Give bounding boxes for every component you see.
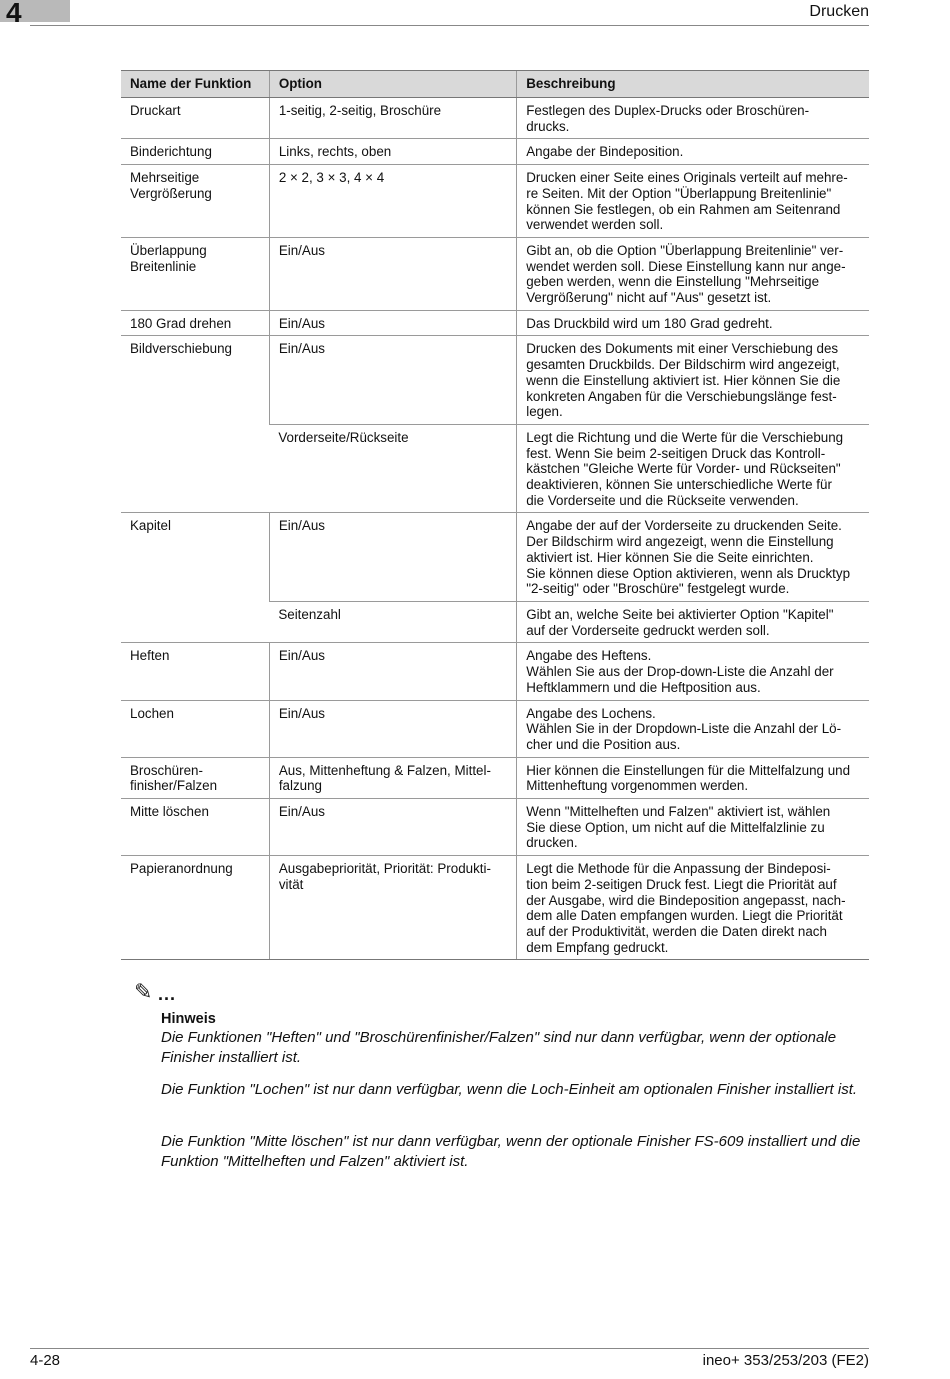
cell-function-name: Mitte löschen: [121, 799, 269, 856]
note-paragraph: Die Funktionen "Heften" und "Broschürenfinisher/Falzen" sind nur dann verfügbar, wenn der optionale Finisher installiert ist.: [161, 1029, 837, 1066]
cell-function-name: Überlappung Breitenlinie: [121, 237, 269, 310]
cell-option: Ausgabepriorität, Priorität: Produkti- vität: [269, 856, 516, 960]
table-body: [121, 98, 869, 960]
cell-option: Vorderseite/Rückseite: [269, 424, 516, 513]
cell-option: Seitenzahl: [269, 601, 516, 642]
column-header-description: Beschreibung: [517, 71, 869, 98]
column-header-option: Option: [269, 71, 516, 98]
table-row: [121, 799, 869, 856]
table-row: [121, 310, 869, 336]
table-row: [121, 513, 869, 602]
cell-description: Angabe des Heftens. Wählen Sie aus der Drop-down-Liste die Anzahl der Heftklammern und die Heftposition aus.: [517, 643, 869, 700]
function-table: [121, 70, 869, 960]
cell-function-name: Papieranordnung: [121, 856, 269, 960]
table-row: [121, 237, 869, 310]
cell-function-name: Broschüren- finisher/Falzen: [121, 757, 269, 798]
cell-function-name: Mehrseitige Vergrößerung: [121, 165, 269, 238]
note-paragraph: Die Funktion "Lochen" ist nur dann verfügbar, wenn die Loch-Einheit am optionalen Finisher installiert ist.: [161, 1081, 858, 1098]
cell-function-name: Binderichtung: [121, 139, 269, 165]
cell-option: Links, rechts, oben: [269, 139, 516, 165]
cell-description: Angabe des Lochens. Wählen Sie in der Dropdown-Liste die Anzahl der Lö- cher und die Position aus.: [517, 700, 869, 757]
column-header-name: Name der Funktion: [121, 71, 269, 98]
cell-description: Legt die Methode für die Anpassung der Bindeposi- tion beim 2-seitigen Druck fest. Liegt die Priorität auf der Ausgabe, wird die Bindeposition angepasst, nach- dem alle Daten empfangen wurden. Liegt die Priorität auf der Produktivität, werden die Daten direkt nach dem Empfang gedruckt.: [517, 856, 869, 960]
cell-description: Drucken des Dokuments mit einer Verschiebung des gesamten Druckbilds. Der Bildschirm wird angezeigt, wenn die Einstellung aktiviert ist. Hier können Sie die konkreten Angaben für die Verschiebungslänge fest- legen.: [517, 336, 869, 425]
cell-description: Hier können die Einstellungen für die Mittelfalzung und Mittenheftung vorgenommen werden.: [517, 757, 869, 798]
product-name: ineo+ 353/253/203 (FE2): [702, 1352, 869, 1369]
table-row: [121, 165, 869, 238]
page-number: 4-28: [30, 1352, 61, 1369]
cell-description: Legt die Richtung und die Werte für die Verschiebung fest. Wenn Sie beim 2-seitigen Druck das Kontroll- kästchen "Gleiche Werte für Vorder- und Rückseiten" deaktivieren, können Sie unterschiedliche Werte für die Vorderseite und die Rückseite verwenden.: [517, 424, 869, 513]
note-dots: ...: [158, 984, 177, 1004]
cell-description: Das Druckbild wird um 180 Grad gedreht.: [517, 310, 869, 336]
cell-description: Gibt an, ob die Option "Überlappung Breitenlinie" ver- wendet werden soll. Diese Einstellung kann nur ange- geben werden, wenn die Einstellung "Mehrseitige Vergrößerung" nicht auf "Aus" gesetzt ist.: [517, 237, 869, 310]
cell-description: Angabe der Bindeposition.: [517, 139, 869, 165]
cell-option: 1-seitig, 2-seitig, Broschüre: [269, 98, 516, 139]
note-title: Hinweis: [161, 1011, 216, 1027]
cell-option: Ein/Aus: [269, 237, 516, 310]
table-row: [121, 98, 869, 139]
cell-function-name: Heften: [121, 643, 269, 700]
cell-function-name: 180 Grad drehen: [121, 310, 269, 336]
table-header-row: [121, 71, 869, 98]
cell-function-name: Druckart: [121, 98, 269, 139]
cell-option: Aus, Mittenheftung & Falzen, Mittel- falzung: [269, 757, 516, 798]
cell-option: Ein/Aus: [269, 799, 516, 856]
cell-option: Ein/Aus: [269, 700, 516, 757]
cell-function-name: Kapitel: [121, 513, 269, 643]
cell-option: 2 × 2, 3 × 3, 4 × 4: [269, 165, 516, 238]
table-row: [121, 139, 869, 165]
table-row: [121, 757, 869, 798]
page-header-title: Drucken: [809, 3, 869, 20]
cell-option: Ein/Aus: [269, 336, 516, 425]
cell-description: Gibt an, welche Seite bei aktivierter Option "Kapitel" auf der Vorderseite gedruckt werden soll.: [517, 601, 869, 642]
cell-description: Wenn "Mittelheften und Falzen" aktiviert ist, wählen Sie diese Option, um nicht auf die Mittelfalzlinie zu drucken.: [517, 799, 869, 856]
note-paragraph: Die Funktion "Mitte löschen" ist nur dann verfügbar, wenn der optionale Finisher FS-609 installiert und die Funktion "Mittelheften und Falzen" aktiviert ist.: [161, 1133, 861, 1170]
table-row: [121, 856, 869, 960]
table-row: [121, 700, 869, 757]
header-divider: [30, 25, 869, 26]
cell-option: Ein/Aus: [269, 513, 516, 602]
pencil-icon: ✎: [134, 980, 153, 1005]
cell-description: Angabe der auf der Vorderseite zu druckenden Seite. Der Bildschirm wird angezeigt, wenn die Einstellung aktiviert ist. Hier können Sie die Seite einrichten. Sie können diese Option aktivieren, wenn als Drucktyp "2-seitig" oder "Broschüre" festgelegt wurde.: [517, 513, 869, 602]
chapter-tab: [0, 0, 70, 28]
chapter-number: 4: [6, 0, 22, 28]
cell-description: Festlegen des Duplex-Drucks oder Broschüren- drucks.: [517, 98, 869, 139]
footer-divider: [30, 1348, 869, 1349]
cell-function-name: Lochen: [121, 700, 269, 757]
table-row: [121, 643, 869, 700]
cell-description: Drucken einer Seite eines Originals verteilt auf mehre- re Seiten. Mit der Option "Überlappung Breitenlinie" können Sie festlegen, ob ein Rahmen am Seitenrand verwendet werden soll.: [517, 165, 869, 238]
cell-function-name: Bildverschiebung: [121, 336, 269, 513]
table-row: [121, 336, 869, 425]
cell-option: Ein/Aus: [269, 310, 516, 336]
cell-option: Ein/Aus: [269, 643, 516, 700]
